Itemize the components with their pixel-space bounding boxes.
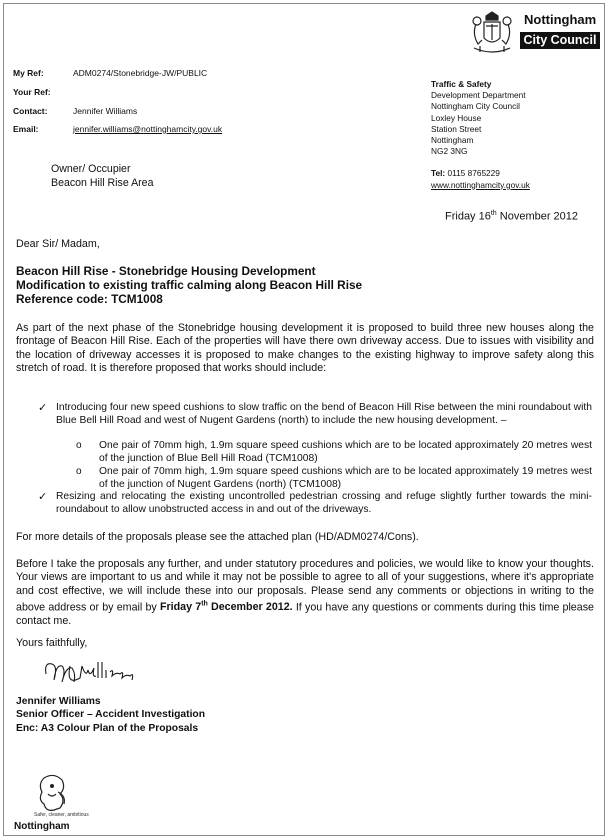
recipient-area: Beacon Hill Rise Area: [51, 176, 154, 189]
address-line: Station Street: [431, 123, 482, 134]
contact-value: Jennifer Williams: [73, 106, 138, 116]
contact-label: Contact:: [13, 106, 48, 116]
reference-code: Reference code: TCM1008: [16, 292, 163, 306]
address-line: Nottingham City Council: [431, 101, 520, 112]
logo-nottingham: Nottingham: [524, 12, 597, 27]
department-title: Traffic & Safety: [431, 79, 492, 89]
signatory-block: [16, 695, 205, 735]
works-item: Resizing and relocating the existing uncontrolled pedestrian crossing and refuge slightly further towards the mini-roundabout to allow unobstructed access in and out of the driveways.: [56, 491, 592, 515]
handwritten-signature: [40, 652, 140, 692]
address-line: NG2 3NG: [431, 146, 468, 157]
works-subitem: One pair of 70mm high, 1.9m square speed cushions which are to be located approximately 19 metres west of the junction of Nugent Gardens (north) (TCM1008): [99, 466, 592, 490]
department-address: [431, 79, 530, 191]
recipient-line: Owner/ Occupier: [51, 163, 131, 175]
signatory-name: Jennifer Williams: [16, 696, 101, 707]
deadline: Friday 7th December 2012.: [159, 600, 293, 614]
tel-value: 0115 8765229: [447, 168, 500, 179]
intro-paragraph: As part of the next phase of the Stonebridge housing development it is proposed to build three new houses along the frontage of Beacon Hill Rise. Each of the properties will have there own driveway access. Due to issues with visibility and the location of driveway accesses it is proposed to make changes to the existing highway to improve safety along this stretch of road. It is therefore proposed that works should include:: [16, 322, 594, 374]
subject-block: [16, 264, 362, 306]
enclosure-line: Enc: A3 Colour Plan of the Proposals: [16, 722, 199, 734]
address-line: Nottingham: [431, 135, 474, 146]
subject-line: Beacon Hill Rise - Stonebridge Housing Development: [16, 264, 316, 278]
footer-nottingham: Nottingham: [14, 821, 70, 832]
email-label: Email:: [13, 124, 39, 134]
circle-bullet-icon: o: [76, 440, 82, 451]
letter-date: Friday 16th November 2012: [445, 210, 579, 223]
salutation: Dear Sir/ Madam,: [16, 238, 100, 250]
works-item: Introducing four new speed cushions to slow traffic on the bend of Beacon Hill Rise between the mini roundabout with Blue Bell Hill Road and west of Nugent Gardens (north) to include the new housing development. –: [56, 402, 592, 426]
recipient-block: [51, 163, 153, 190]
my-ref-label: My Ref:: [13, 68, 44, 78]
email-link[interactable]: jennifer.williams@nottinghamcity.gov.uk: [73, 124, 223, 134]
address-line: Loxley House: [431, 112, 482, 123]
website-link[interactable]: www.nottinghamcity.gov.uk: [431, 179, 530, 190]
signatory-title: Senior Officer – Accident Investigation: [16, 709, 206, 721]
city-crest-logo: [466, 10, 518, 56]
check-icon: ✓: [38, 402, 48, 414]
works-subitem: One pair of 70mm high, 1.9m square speed cushions which are to be located approximately 20 metres west of the junction of Blue Bell Hill Road (TCM1008): [99, 440, 592, 464]
your-ref-label: Your Ref:: [13, 87, 51, 97]
circle-bullet-icon: o: [76, 466, 82, 477]
closing-paragraph: Before I take the proposals any further, and under statutory procedures and policies, we would like to know your thoughts. Your views are important to us and while it may not be possible to agree to all of your suggestions, where it's appropriate and cost effective, we will include these into our proposals. Please send any comments or objections in writing to the above address or by email by Friday 7th December 2012. If you have any questions or comments during this time please contact me.: [16, 558, 594, 627]
details-paragraph: For more details of the proposals please see the attached plan (HD/ADM0274/Cons).: [16, 531, 419, 543]
tel-label: Tel:: [431, 168, 446, 179]
address-line: Development Department: [431, 90, 526, 101]
logo-city-council: City Council: [520, 32, 600, 49]
subject-line: Modification to existing traffic calming along Beacon Hill Rise: [16, 278, 363, 292]
my-ref-value: ADM0274/Stonebridge-JW/PUBLIC: [73, 68, 208, 78]
footer-tagline: Safer, cleaner, ambitious: [34, 812, 89, 818]
signoff: Yours faithfully,: [16, 637, 88, 649]
check-icon: ✓: [38, 491, 48, 503]
